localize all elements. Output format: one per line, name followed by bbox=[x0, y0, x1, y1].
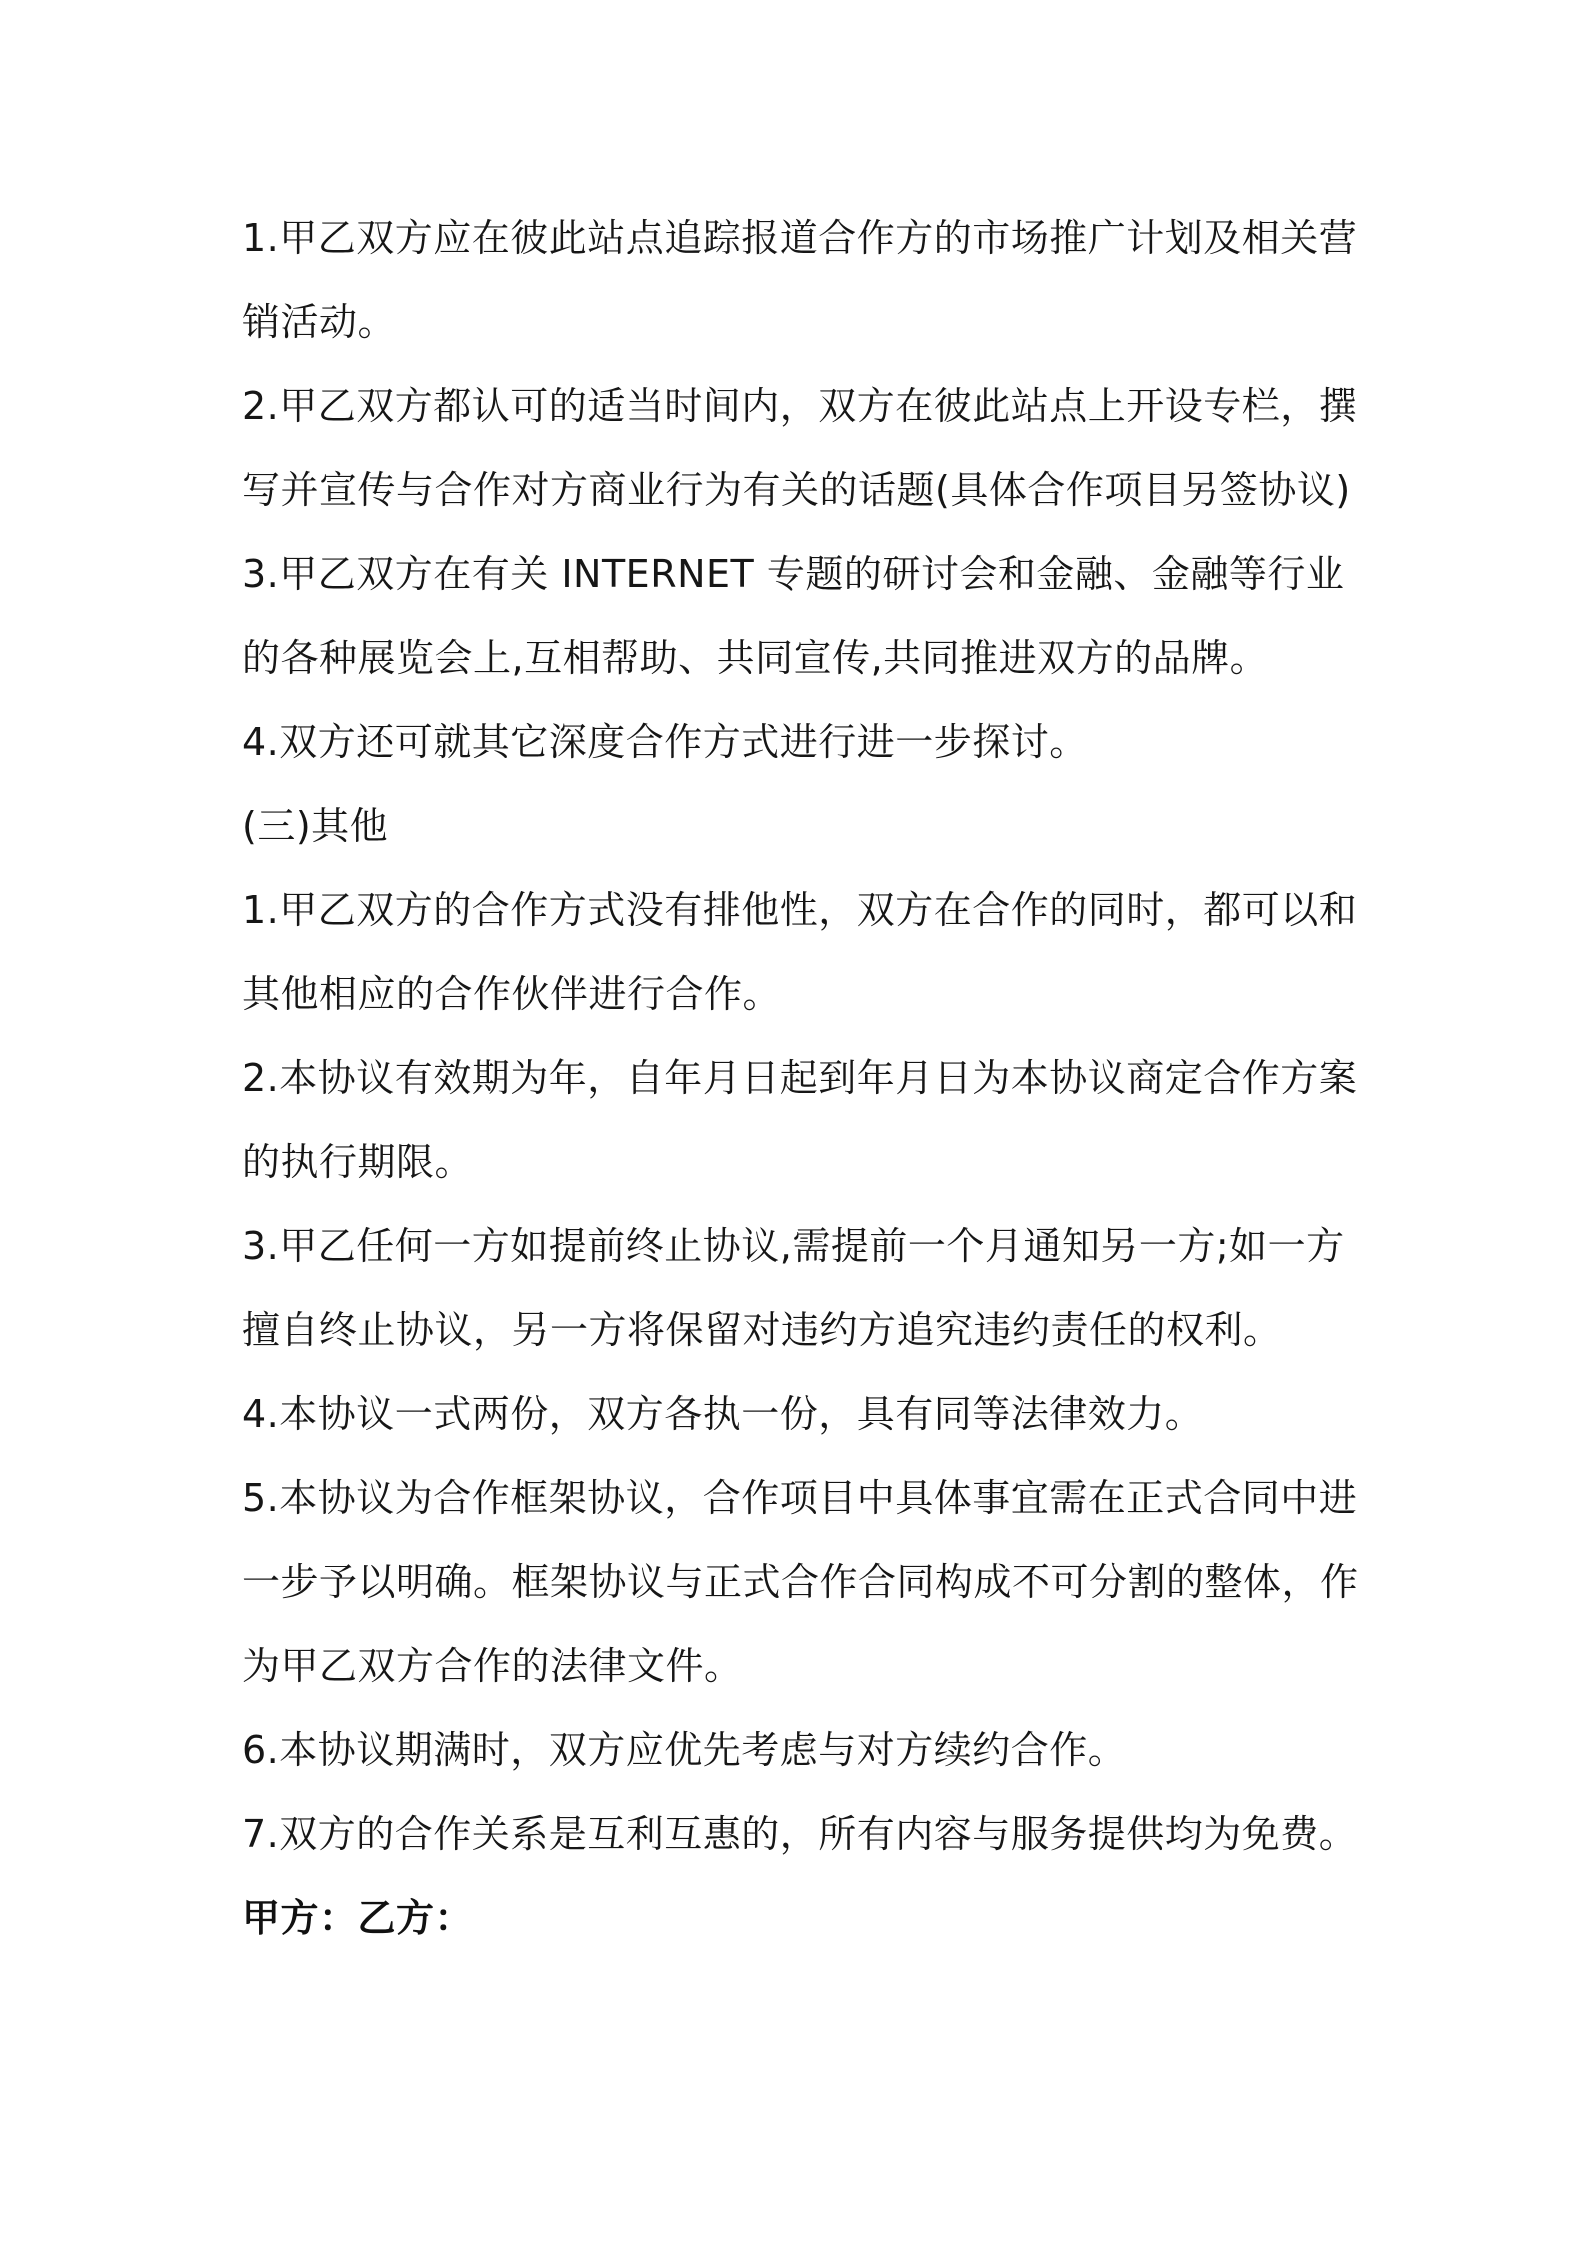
clause-cooperation-3: 3.甲乙双方在有关 INTERNET 专题的研讨会和金融、金融等行业的各种展览会上,互相帮助、共同宣传,共同推进双方的品牌。 bbox=[242, 552, 1345, 680]
section-heading-other: (三)其他 bbox=[242, 804, 389, 848]
clause-cooperation-2: 2.甲乙双方都认可的适当时间内，双方在彼此站点上开设专栏，撰写并宣传与合作对方商业行为有关的话题(具体合作项目另签协议) bbox=[242, 384, 1358, 512]
clause-other-6: 6.本协议期满时，双方应优先考虑与对方续约合作。 bbox=[242, 1728, 1127, 1772]
clause-cooperation-4: 4.双方还可就其它深度合作方式进行进一步探讨。 bbox=[242, 720, 1088, 764]
clause-other-5: 5.本协议为合作框架协议，合作项目中具体事宜需在正式合同中进一步予以明确。框架协议与正式合作合同构成不可分割的整体，作为甲乙双方合作的法律文件。 bbox=[242, 1476, 1359, 1688]
clause-other-1: 1.甲乙双方的合作方式没有排他性，双方在合作的同时，都可以和其他相应的合作伙伴进行合作。 bbox=[242, 888, 1358, 1016]
agreement-body bbox=[242, 196, 1372, 1960]
clause-other-4: 4.本协议一式两份，双方各执一份，具有同等法律效力。 bbox=[242, 1392, 1204, 1436]
clause-other-2: 2.本协议有效期为年，自年月日起到年月日为本协议商定合作方案的执行期限。 bbox=[242, 1056, 1358, 1184]
signature-line: 甲方：乙方： bbox=[242, 1896, 474, 1940]
clause-other-3: 3.甲乙任何一方如提前终止协议,需提前一个月通知另一方;如一方擅自终止协议，另一方将保留对违约方追究违约责任的权利。 bbox=[242, 1224, 1345, 1352]
clause-other-7: 7.双方的合作关系是互利互惠的，所有内容与服务提供均为免费。 bbox=[242, 1812, 1358, 1856]
clause-cooperation-1: 1.甲乙双方应在彼此站点追踪报道合作方的市场推广计划及相关营销活动。 bbox=[242, 216, 1358, 344]
